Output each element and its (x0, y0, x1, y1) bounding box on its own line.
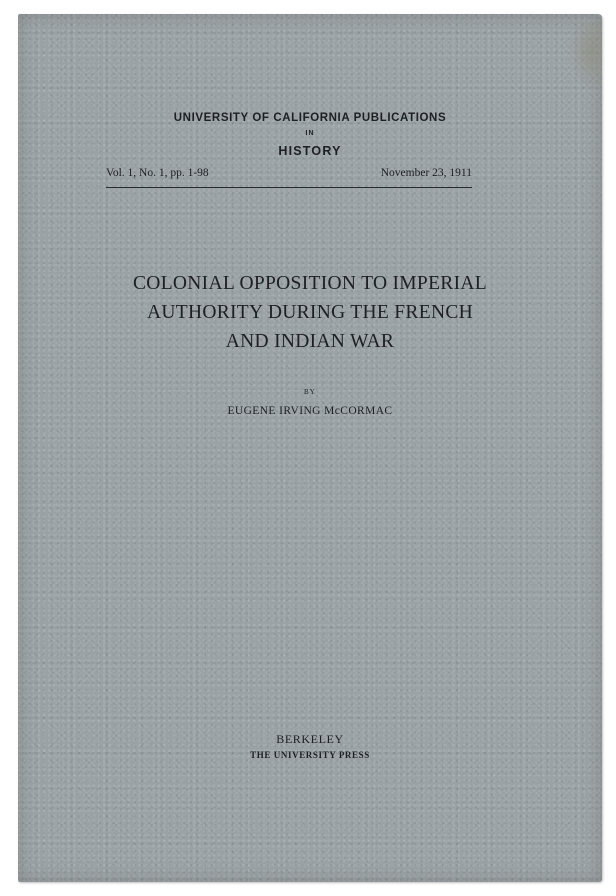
issue-line (106, 164, 472, 184)
main-title (18, 269, 602, 356)
title-line-2: AUTHORITY DURING THE FRENCH (146, 302, 474, 323)
author-name: EUGENE IRVING McCORMAC (227, 405, 393, 417)
title-line-3: AND INDIAN WAR (225, 331, 395, 352)
imprint-place: BERKELEY (276, 732, 344, 746)
header-rule (106, 187, 472, 188)
series-publisher: UNIVERSITY OF CALIFORNIA PUBLICATIONS (173, 112, 447, 124)
series-subject: HISTORY (278, 144, 342, 158)
imprint-press: THE UNIVERSITY PRESS (250, 750, 370, 760)
pamphlet-cover (18, 14, 602, 882)
byline-by: BY (303, 388, 317, 396)
issue-date: November 23, 1911 (380, 167, 472, 179)
issue-volume: Vol. 1, No. 1, pp. 1-98 (106, 167, 209, 179)
series-connector: IN (305, 130, 315, 137)
cover-wear-mark (568, 22, 602, 92)
title-line-1: COLONIAL OPPOSITION TO IMPERIAL (133, 273, 487, 294)
